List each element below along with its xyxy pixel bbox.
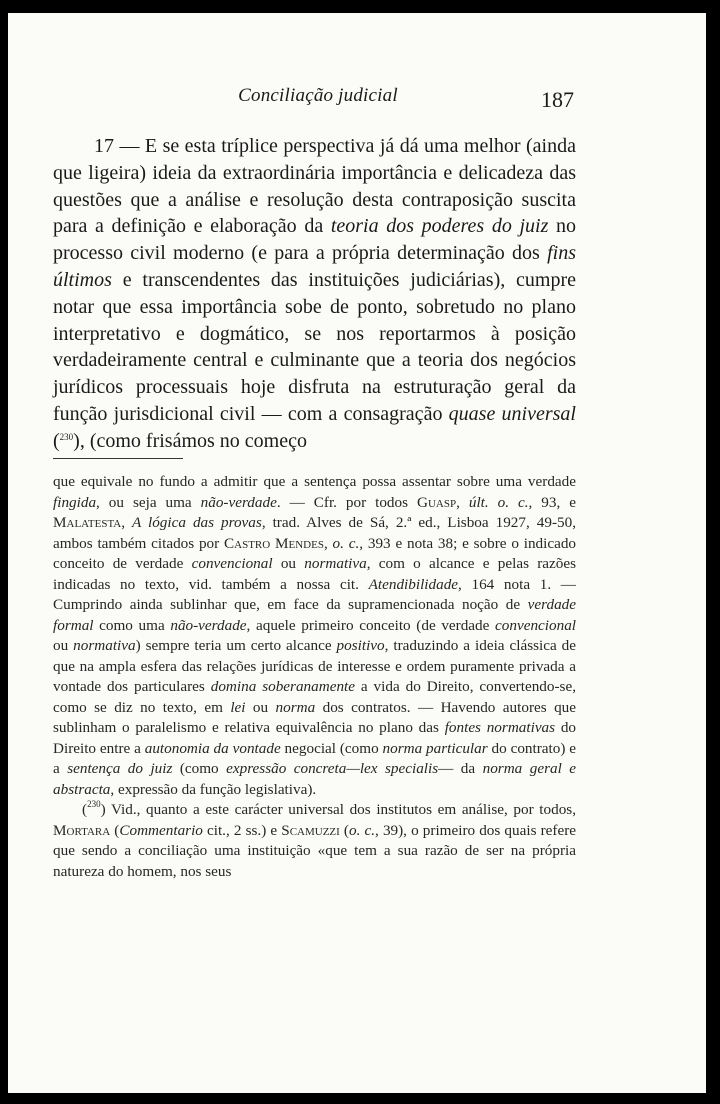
page-number: 187 (541, 87, 574, 112)
footnote-ref-230[interactable]: 230 (59, 431, 74, 442)
footnote-number: 230 (87, 799, 101, 809)
running-title: Conciliação judicial (238, 85, 398, 106)
footnote-230: ($^{230}$) Vid., quanto a este carácter universal dos institutos em análise, por todos, Mortara (Commentario cit., 2 ss.) e Scamuzzi (o. c., 39), o primeiro dos quais refere que sendo a conciliação uma instituição «que tem a sua razão de ser na própria natureza do homem, nos seus (53, 799, 576, 880)
book-page (8, 13, 706, 1093)
footnote-separator (53, 458, 183, 459)
footnotes (53, 472, 576, 882)
paragraph-17: 17 — E se esta tríplice perspectiva já dá uma melhor (ainda que ligeira) ideia da extraordinária importância e delicadeza das questões que a análise e resolução desta contraposição suscita para a definição e elaboração da teoria dos poderes do juiz no processo civil moderno (e para a própria determinação dos fins últimos e transcendentes das instituições judiciárias), cumpre notar que essa importância sobe de ponto, sobretudo no plano interpretativo e dogmático, se nos reportarmos à posição verdadeiramente central e culminante que a teoria dos negócios jurídicos processuais hoje disfruta na estruturação geral da função jurisdicional civil — com a consagração quase universal ($^{230}$), (como frisámos no começo (53, 135, 577, 452)
page-header (8, 77, 706, 117)
main-text (53, 133, 576, 455)
footnote-continuation: que equivale no fundo a admitir que a sentença possa assentar sobre uma verdade fingida, ou seja uma não-verdade. — Cfr. por todos Guasp, últ. o. c., 93, e Malatesta, A lógica das provas, trad. Alves de Sá, 2.ª ed., Lisboa 1927, 49-50, ambos também citados por Castro Mendes, o. c., 393 e nota 38; e sobre o indicado conceito de verdade convencional ou normativa, com o alcance e pelas razões indicadas no texto, vid. também a nossa cit. Atendibilidade, 164 nota 1. — Cumprindo ainda sublinhar que, em face da supramencionada noção de verdade formal como uma não-verdade, aquele primeiro conceito (de verdade convencional ou normativa) sempre teria um certo alcance positivo, traduzindo a ideia clássica de que na ampla esfera das relações jurídicas de interesse e ordem puramente privada a vontade dos particulares domina soberanamente a vida do Direito, convertendo-se, como se diz no texto, em lei ou norma dos contratos. — Havendo autores que sublinham o paralelismo e relativa equivalência no plano das fontes normativas do Direito entre a autonomia da vontade negocial (como norma particular do contrato) e a sentença do juiz (como expressão concreta—lex specialis— da norma geral e abstracta, expressão da função legislativa). (53, 473, 577, 798)
